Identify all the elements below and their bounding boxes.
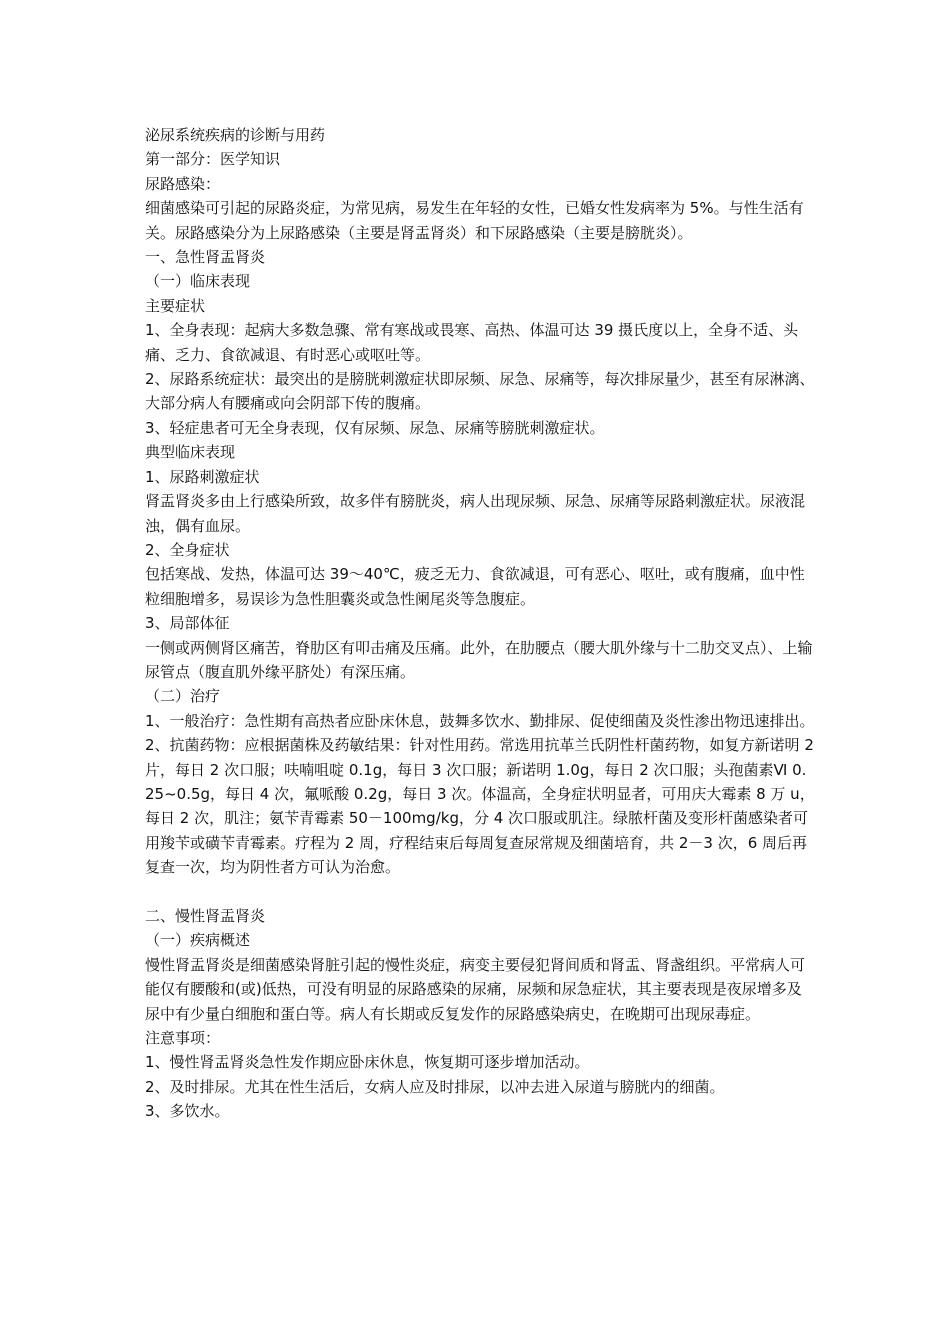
main-symptoms-heading: 主要症状 [145, 296, 206, 315]
part-heading: 第一部分：医学知识 [145, 150, 281, 169]
typical-item: 包括寒战、发热，体温可达 39～40℃，疲乏无力、食欲减退，可有恶心、呕吐，或有腹痛，血中性粒细胞增多，易误诊为急性胆囊炎或急性阑尾炎等急腹症。 [145, 565, 805, 608]
typical-item: 肾盂肾炎多由上行感染所致，故多伴有膀胱炎，病人出现尿频、尿急、尿痛等尿路刺激症状。尿液混浊，偶有血尿。 [145, 492, 806, 535]
main-symptom-item: 3、轻症患者可无全身表现，仅有尿频、尿急、尿痛等膀胱刺激症状。 [145, 418, 605, 437]
typical-item: 1、尿路刺激症状 [145, 467, 260, 486]
overview-paragraph: 慢性肾盂肾炎是细菌感染肾脏引起的慢性炎症，病变主要侵犯肾间质和肾盂、肾盏组织。平常病人可能仅有腰酸和(或)低热，可没有明显的尿路感染的尿痛，尿频和尿急症状，其主要表现是夜尿增多及尿中有少量白细胞和蛋白等。病人有长期或反复发作的尿路感染病史，在晚期可出现尿毒症。 [145, 955, 806, 1023]
blank-line [145, 880, 815, 904]
typical-item: 一侧或两侧肾区痛苦，脊肋区有叩击痛及压痛。此外，在肋腰点（腰大肌外缘与十二肋交叉点）、上输尿管点（腹直肌外缘平脐处）有深压痛。 [145, 638, 813, 681]
treatment-item: 2、抗菌药物：应根据菌株及药敏结果：针对性用药。常选用抗革兰氏阴性杆菌药物，如复方新诺明 2 片，每日 2 次口服；呋喃咀啶 0.1g，每日 3 次口服；新诺明 1.0g，每日 2 次口服；头孢菌素Ⅵ 0.25~0.5g，每日 4 次，氟哌酸 0.2g，每日 3 次。体温高，全身症状明显者，可用庆大霉素 8 万 u，每日 2 次，肌注；氨苄青霉素 50－100mg/kg，分 4 次口服或肌注。绿脓杆菌及变形杆菌感染者可用羧苄或磺苄青霉素。疗程为 2 周，疗程结束后每周复查尿常规及细菌培育，共 2－3 次，6 周后再复查一次，均为阴性者方可认为治愈。 [145, 736, 819, 877]
typical-item: 3、局部体征 [145, 614, 230, 633]
main-symptom-item: 1、全身表现：起病大多数急骤、常有寒战或畏寒、高热、体温可达 39 摄氏度以上，全身不适、头痛、乏力、食欲减退、有时恶心或呕吐等。 [145, 321, 799, 364]
notes-heading: 注意事项： [145, 1029, 221, 1048]
typical-item: 2、全身症状 [145, 540, 230, 559]
treatment-item: 1、一般治疗：急性期有高热者应卧床休息，鼓舞多饮水、勤排尿、促使细菌及炎性渗出物迅速排出。 [145, 711, 815, 730]
section1-heading: 一、急性肾盂肾炎 [145, 248, 266, 267]
typical-heading: 典型临床表现 [145, 443, 236, 462]
section2-sub1-heading: （一）疾病概述 [145, 931, 251, 950]
main-symptom-item: 2、尿路系统症状：最突出的是膀胱刺激症状即尿频、尿急、尿痛等，每次排尿量少，甚至有尿淋漓、大部分病人有腰痛或向会阴部下传的腹痛。 [145, 370, 815, 413]
note-item: 2、及时排尿。尤其在性生活后，女病人应及时排尿，以冲去进入尿道与膀胱内的细菌。 [145, 1077, 725, 1096]
note-item: 3、多饮水。 [145, 1102, 230, 1121]
section1-sub1-heading: （一）临床表现 [145, 272, 251, 291]
document-title: 泌尿系统疾病的诊断与用药 [145, 126, 326, 144]
section1-sub2-heading: （二）治疗 [145, 687, 221, 706]
section2-heading: 二、慢性肾盂肾炎 [145, 906, 266, 925]
topic-heading: 尿路感染： [145, 174, 221, 193]
intro-paragraph: 细菌感染可引起的尿路炎症，为常见病，易发生在年轻的女性，已婚女性发病率为 5%。与性生活有关。尿路感染分为上尿路感染（主要是肾盂肾炎）和下尿路感染（主要是膀胱炎）。 [145, 199, 804, 242]
document-body [145, 123, 819, 1124]
note-item: 1、慢性肾盂肾炎急性发作期应卧床休息，恢复期可逐步增加活动。 [145, 1053, 590, 1072]
